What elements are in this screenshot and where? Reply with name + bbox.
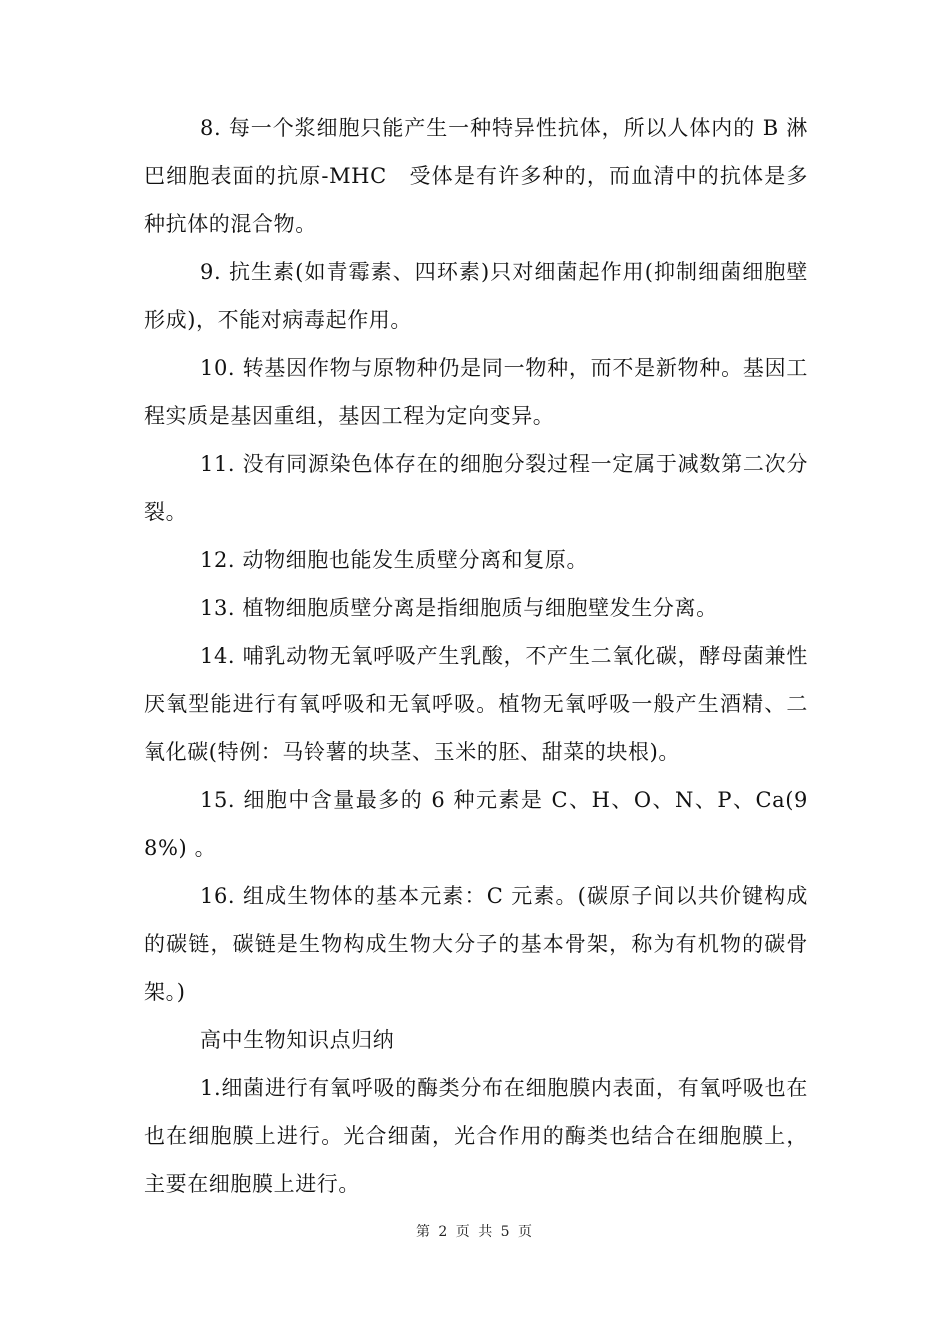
page-number-footer: 第 2 页 共 5 页 bbox=[415, 1224, 535, 1240]
paragraph-16: 16. 组成生物体的基本元素：C 元素。(碳原子间以共价键构成的碳链，碳链是生物构成生物大分子的基本骨架，称为有机物的碳骨架。) bbox=[144, 884, 808, 1004]
paragraph-15: 15. 细胞中含量最多的 6 种元素是 C、H、O、N、P、Ca(98%) 。 bbox=[144, 788, 808, 860]
paragraph-12: 12. 动物细胞也能发生质壁分离和复原。 bbox=[200, 548, 589, 572]
paragraph-13: 13. 植物细胞质壁分离是指细胞质与细胞壁发生分离。 bbox=[200, 596, 718, 620]
section-paragraph-1: 1.细菌进行有氧呼吸的酶类分布在细胞膜内表面，有氧呼吸也在也在细胞膜上进行。光合细菌，光合作用的酶类也结合在细胞膜上，主要在细胞膜上进行。 bbox=[144, 1076, 808, 1196]
document-body bbox=[144, 104, 808, 1208]
paragraph-11: 11. 没有同源染色体存在的细胞分裂过程一定属于减数第二次分裂。 bbox=[144, 452, 808, 524]
section-heading: 高中生物知识点归纳 bbox=[200, 1028, 395, 1052]
paragraph-8: 8. 每一个浆细胞只能产生一种特异性抗体，所以人体内的 B 淋巴细胞表面的抗原-MHC 受体是有许多种的，而血清中的抗体是多种抗体的混合物。 bbox=[144, 116, 808, 236]
paragraph-9: 9. 抗生素(如青霉素、四环素)只对细菌起作用(抑制细菌细胞壁形成)，不能对病毒起作用。 bbox=[144, 260, 808, 332]
paragraph-10: 10. 转基因作物与原物种仍是同一物种，而不是新物种。基因工程实质是基因重组，基因工程为定向变异。 bbox=[144, 356, 808, 428]
paragraph-14: 14. 哺乳动物无氧呼吸产生乳酸，不产生二氧化碳，酵母菌兼性厌氧型能进行有氧呼吸和无氧呼吸。植物无氧呼吸一般产生酒精、二氧化碳(特例：马铃薯的块茎、玉米的胚、甜菜的块根)。 bbox=[144, 644, 808, 764]
